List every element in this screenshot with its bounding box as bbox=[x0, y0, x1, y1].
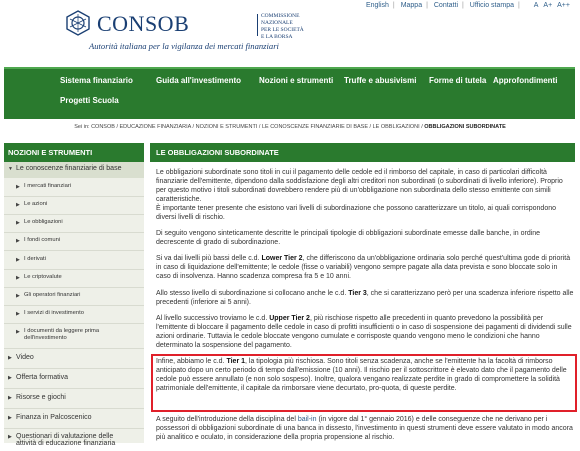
divider bbox=[4, 388, 144, 389]
sidebar-subitem-label: I documenti da leggere prima bbox=[24, 328, 100, 334]
divider bbox=[4, 196, 144, 197]
nav-item-insights[interactable]: Approfondimenti bbox=[493, 76, 558, 85]
divider bbox=[4, 408, 144, 409]
divider bbox=[4, 348, 144, 349]
article bbox=[150, 143, 575, 442]
sidebar-item-label: attività di educazione finanziaria bbox=[16, 440, 116, 447]
sidebar-item-questionnaires[interactable] bbox=[4, 433, 144, 451]
article-title: LE OBBLIGAZIONI SUBORDINATE bbox=[150, 143, 575, 162]
divider: | bbox=[392, 2, 395, 9]
article-paragraph: Le obbligazioni subordinate sono titoli in cui il pagamento delle cedole ed il rimborso del capitale, in caso di particolari difficoltà finanziarie dell'emittente, dipendono dalla soddisfazione degli altri creditori non subordinati (o subordinati di livello inferiore). Proprio per questo motivo i titoli subordinati dovrebbero rendere più di un'obbligazione non subordinata dello stesso emittente con simili caratteristiche. bbox=[156, 169, 563, 204]
breadcrumb-current: OBBLIGAZIONI SUBORDINATE bbox=[424, 124, 506, 130]
divider bbox=[4, 305, 144, 306]
logo-description bbox=[261, 13, 321, 41]
divider: | bbox=[518, 2, 520, 9]
article-paragraph bbox=[156, 314, 574, 350]
sidebar bbox=[4, 143, 144, 447]
logo-divider bbox=[257, 14, 258, 36]
caret-right-icon: ▶ bbox=[16, 293, 20, 299]
divider bbox=[4, 323, 144, 324]
sidebar-subitem-label: I mercati finanziari bbox=[24, 183, 72, 189]
divider bbox=[4, 269, 144, 270]
paragraph-text: Infine, abbiamo le c.d. bbox=[156, 358, 225, 365]
english-link[interactable]: English bbox=[365, 2, 389, 9]
paragraph-text: , la tipologia più rischiosa. Sono titoli senza scadenza, anche se l'emittente ha la facoltà di rimborso anticipato dopo un certo periodo di tempo dall'emissione (10 anni). Il rischio per il sottoscrittore è elevato dato che il pagamento delle cedole può essere annullato (e non solo sospeso). Inoltre, qualora vengano realizzate perdite in grado di compromettere la solidità patrimoniale dell'emittente, il capitale da rimborsare viene decurtato, pro-quota, di queste perdite. bbox=[156, 358, 567, 393]
nav-item-investment-guide[interactable]: Guida all'investimento bbox=[156, 76, 242, 85]
logo-tagline: Autorità italiana per la vigilanza dei mercati finanziari bbox=[89, 41, 279, 51]
main-navigation bbox=[4, 67, 575, 119]
article-paragraph bbox=[156, 415, 574, 442]
consob-emblem-icon bbox=[65, 10, 91, 36]
breadcrumb-prefix: Sei in: bbox=[74, 124, 90, 130]
caret-right-icon: ▶ bbox=[16, 220, 20, 226]
term-upper-tier-2: Upper Tier 2 bbox=[269, 315, 310, 322]
sidebar-subitem-label: Le criptovalute bbox=[24, 274, 62, 280]
sidebar-subitem-label: I fondi comuni bbox=[24, 237, 61, 243]
sidebar-subitem-label: I derivati bbox=[24, 256, 46, 262]
breadcrumb-item[interactable]: LE CONOSCENZE FINANZIARIE DI BASE bbox=[261, 124, 368, 130]
sidebar-section-label: Le conoscenze finanziarie di base bbox=[16, 165, 122, 172]
utility-links bbox=[366, 2, 570, 9]
sidebar-item-label: Offerta formativa bbox=[16, 374, 69, 381]
caret-right-icon: ▶ bbox=[8, 375, 12, 381]
article-paragraph: Di seguito vengono sinteticamente descritte le principali tipologie di obbligazioni subordinate emesse dalle banche, in ordine decrescente di grado di subordinazione. bbox=[156, 230, 541, 247]
paragraph-text: , che si caratterizzano però per una scadenza inferiore rispetto alle precedenti (inferiore ai 5 anni). bbox=[156, 290, 574, 307]
paragraph-text: Si va dai livelli più bassi delle c.d. bbox=[156, 255, 260, 262]
consob-logo[interactable] bbox=[65, 8, 305, 58]
divider bbox=[4, 368, 144, 369]
paragraph-text: Al livello successivo troviamo le c.d. bbox=[156, 315, 268, 322]
nav-item-protection[interactable]: Forme di tutela bbox=[429, 76, 487, 85]
article-paragraph: È importante tener presente che esistono vari livelli di subordinazione che possono caratterizzare un titolo, ai quali corrispondono diversi livelli di rischio. bbox=[156, 205, 557, 222]
term-tier-3: Tier 3 bbox=[348, 290, 367, 297]
article-paragraph bbox=[156, 289, 574, 307]
caret-down-icon: ▼ bbox=[8, 166, 13, 172]
logo-desc-line: PER LE SOCIETÀ bbox=[261, 27, 304, 33]
caret-right-icon: ▶ bbox=[16, 275, 20, 281]
font-size-normal[interactable]: A bbox=[533, 2, 539, 9]
logo-wordmark: CONSOB bbox=[97, 11, 190, 36]
paragraph-text: , che differiscono da un'obbligazione ordinaria solo perché quest'ultima gode di priorità in caso di liquidazione dell'emittente; le cedole (fisse o variabili) vengono sempre pagate alla data prevista e sono bloccate solo in caso di insolvenza. Hanno scadenza compresa fra 5 e 10 anni. bbox=[156, 255, 571, 281]
bail-in-link[interactable]: bail-in bbox=[297, 416, 317, 423]
divider bbox=[4, 250, 144, 251]
caret-right-icon: ▶ bbox=[8, 395, 12, 401]
map-link[interactable]: Mappa bbox=[400, 2, 423, 9]
font-size-large[interactable]: A+ bbox=[543, 2, 553, 9]
divider bbox=[4, 428, 144, 429]
caret-right-icon: ▶ bbox=[16, 257, 20, 263]
caret-right-icon: ▶ bbox=[16, 184, 20, 190]
paragraph-text: (in vigore dal 1° gennaio 2016) e delle conseguenze che ne derivano per i possessori di obbligazioni subordinate di una banca in dissesto, l'investimento in questi strumenti deve essere valutato in modo ancora più analitico e oculato, in considerazione della propria propensione al rischio. bbox=[156, 416, 573, 442]
article-paragraph bbox=[156, 254, 574, 281]
sidebar-subitem-label: Gli operatori finanziari bbox=[24, 292, 81, 298]
font-size-xlarge[interactable]: A++ bbox=[557, 2, 570, 9]
caret-right-icon: ▶ bbox=[16, 311, 20, 317]
breadcrumb: Sei in: CONSOB / EDUCAZIONE FINANZIARIA / NOZIONI E STRUMENTI / LE CONOSCENZE FINANZIARIE DI BASE / LE OBBLIGAZIONI / OBBLIGAZIONI SUBORDINATE bbox=[74, 124, 506, 130]
sidebar-section-basics[interactable] bbox=[4, 162, 144, 178]
breadcrumb-item[interactable]: EDUCAZIONE FINANZIARIA bbox=[119, 124, 192, 130]
sidebar-subitem-label: dell'investimento bbox=[24, 335, 67, 341]
caret-right-icon: ▶ bbox=[16, 238, 20, 244]
sidebar-subitem-label: I servizi di investimento bbox=[24, 310, 84, 316]
divider bbox=[4, 232, 144, 233]
nav-item-financial-system[interactable]: Sistema finanziario bbox=[60, 76, 133, 85]
divider bbox=[4, 214, 144, 215]
breadcrumb-item[interactable]: LE OBBLIGAZIONI bbox=[372, 124, 420, 130]
term-tier-1: Tier 1 bbox=[226, 358, 246, 365]
caret-right-icon: ▶ bbox=[8, 355, 12, 361]
term-lower-tier-2: Lower Tier 2 bbox=[261, 255, 303, 262]
nav-item-notions-instruments[interactable]: Nozioni e strumenti bbox=[259, 76, 334, 85]
sidebar-subitem-label: Le obbligazioni bbox=[24, 219, 63, 225]
contacts-link[interactable]: Contatti bbox=[433, 2, 458, 9]
caret-right-icon: ▶ bbox=[16, 329, 20, 335]
logo-desc-line: E LA BORSA bbox=[261, 34, 293, 40]
sidebar-subitem-label: Le azioni bbox=[24, 201, 48, 207]
sidebar-item-label: Risorse e giochi bbox=[16, 394, 66, 401]
sidebar-item-label: Video bbox=[16, 354, 34, 361]
article-paragraph-highlighted bbox=[156, 357, 574, 393]
logo-desc-line: COMMISSIONE NAZIONALE bbox=[261, 13, 300, 26]
sidebar-subitem-documents[interactable] bbox=[4, 328, 144, 346]
breadcrumb-item[interactable]: CONSOB bbox=[91, 124, 115, 130]
paragraph-text: , più rischiose rispetto alle precedenti in quanto prevedono la possibilità per l'emittente di bloccare il pagamento delle cedole in caso di profitti insufficienti o in caso di sospensione dei pagamenti di dividendi sulle azioni ordinarie. Tuttavia le cedole bloccate vengono cumulate e corrisposte quando vengono meno le condizioni che hanno determinato la sospensione del pagamento. bbox=[156, 315, 572, 350]
divider bbox=[4, 287, 144, 288]
caret-right-icon: ▶ bbox=[16, 202, 20, 208]
nav-item-scams[interactable]: Truffe e abusivismi bbox=[344, 76, 417, 85]
press-office-link[interactable]: Ufficio stampa bbox=[469, 2, 515, 9]
sidebar-item-label: Questionari di valutazione delle bbox=[16, 433, 114, 440]
sidebar-item-label: Finanza in Palcoscenico bbox=[16, 414, 92, 421]
caret-right-icon: ▶ bbox=[8, 415, 12, 421]
breadcrumb-item[interactable]: NOZIONI E STRUMENTI bbox=[195, 124, 258, 130]
sidebar-title: NOZIONI E STRUMENTI bbox=[4, 143, 144, 162]
paragraph-text: A seguito dell'introduzione della disciplina del bbox=[156, 416, 296, 423]
divider: | bbox=[462, 2, 464, 9]
caret-right-icon: ▶ bbox=[8, 434, 12, 440]
divider: | bbox=[426, 2, 428, 9]
paragraph-text: Allo stesso livello di subordinazione si collocano anche le c.d. bbox=[156, 290, 347, 297]
nav-item-school-projects[interactable]: Progetti Scuola bbox=[60, 96, 119, 105]
